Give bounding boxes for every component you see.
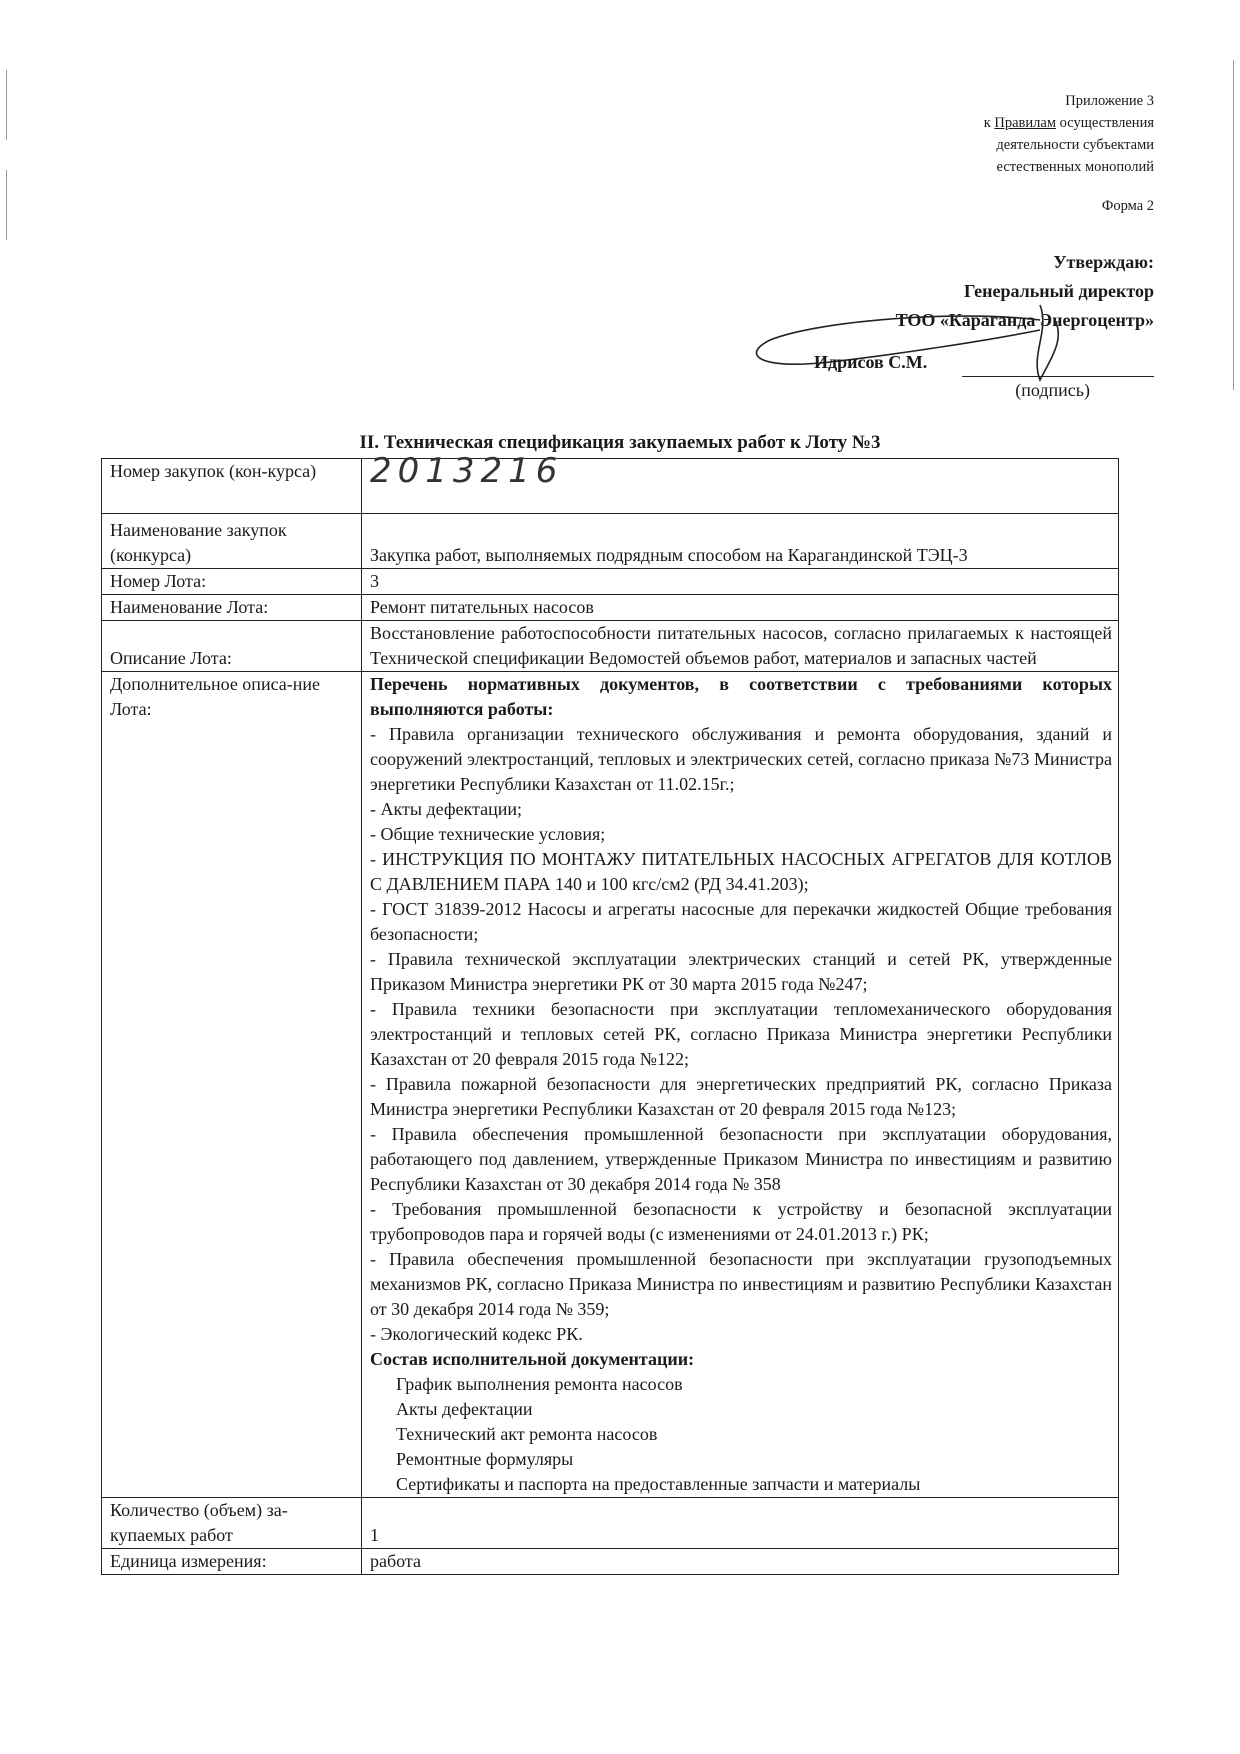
executive-doc-item: Технический акт ремонта насосов: [396, 1424, 658, 1444]
unit-value: работа: [362, 1549, 1119, 1575]
specification-table: [101, 451, 1119, 1575]
table-row: [102, 595, 1119, 621]
quantity-label: Количество (объем) за-купаемых работ: [102, 1498, 362, 1549]
normative-item: - ИНСТРУКЦИЯ ПО МОНТАЖУ ПИТАТЕЛЬНЫХ НАСОСНЫХ АГРЕГАТОВ ДЛЯ КОТЛОВ С ДАВЛЕНИЕМ ПАРА 140 и 100 кгс/см2 (РД 34.41.203);: [370, 849, 1112, 894]
scan-edge-mark: [6, 170, 7, 240]
normative-item: - Экологический кодекс РК.: [370, 1324, 583, 1344]
table-row: [102, 1498, 1119, 1549]
signer-name: Идрисов С.М.: [814, 352, 928, 372]
scan-edge-mark: [6, 70, 7, 140]
approval-position: Генеральный директор: [964, 281, 1154, 301]
executive-doc-item: График выполнения ремонта насосов: [396, 1374, 683, 1394]
additional-description-label: Дополнительное описа-ние Лота:: [102, 672, 362, 1498]
executive-docs-heading: Состав исполнительной документации:: [370, 1349, 695, 1369]
table-row: [102, 1549, 1119, 1575]
lot-name-label: Наименование Лота:: [102, 595, 362, 621]
table-row: [102, 621, 1119, 672]
procurement-number-label: Номер закупок (кон-курса): [102, 459, 362, 514]
appendix-line-1: Приложение 3: [1065, 93, 1154, 109]
quantity-value: 1: [362, 1498, 1119, 1549]
normative-item: - Правила пожарной безопасности для энергетических предприятий РК, согласно Приказа Министра энергетики Республики Казахстан от 20 февраля 2015 года №123;: [370, 1074, 1112, 1119]
lot-number-value: 3: [362, 569, 1119, 595]
rules-link: Правилам: [994, 115, 1057, 131]
normative-docs-heading: Перечень нормативных документов, в соответствии с требованиями которых выполняются работы:: [370, 674, 1112, 719]
signature-row: [814, 352, 1154, 382]
lot-number-label: Номер Лота:: [102, 569, 362, 595]
signature-caption: (подпись): [1015, 380, 1090, 400]
lot-description-label: Описание Лота:: [102, 621, 362, 672]
executive-doc-item: Акты дефектации: [396, 1399, 533, 1419]
section-title: II. Техническая спецификация закупаемых работ к Лоту №3: [359, 432, 881, 453]
lot-description-value: Восстановление работоспособности питательных насосов, согласно прилагаемых к настоящей Технической спецификации Ведомостей объемов работ, материалов и запасных частей: [362, 621, 1119, 672]
lot-name-value: Ремонт питательных насосов: [362, 595, 1119, 621]
normative-item: - Общие технические условия;: [370, 824, 606, 844]
normative-item: - Правила техники безопасности при эксплуатации тепломеханического оборудования электростанций и тепловых сетей РК, согласно Приказа Министра энергетики Республики Казахстан от 20 февраля 2015 года №122;: [370, 999, 1112, 1069]
procurement-number-value: 2013216: [362, 459, 1119, 514]
approval-heading: Утверждаю:: [1053, 252, 1154, 272]
normative-item: - Правила обеспечения промышленной безопасности при эксплуатации оборудования, работающего под давлением, утвержденные Приказом Министра по инвестициям и развитию Республики Казахстан от 30 декабря 2014 года № 358: [370, 1124, 1112, 1194]
appendix-suffix: осуществления: [1056, 115, 1154, 131]
executive-doc-item: Ремонтные формуляры: [396, 1449, 574, 1469]
normative-item: - Правила обеспечения промышленной безопасности при эксплуатации грузоподъемных механизмов РК, согласно Приказа Министра по инвестициям и развитию Республики Казахстан от 30 декабря 2014 года № 359;: [370, 1249, 1112, 1319]
table-row: [102, 672, 1119, 1498]
appendix-reference: [984, 90, 1154, 178]
table-row: [102, 514, 1119, 569]
normative-item: - Требования промышленной безопасности к устройству и безопасной эксплуатации трубопроводов пара и горячей воды (с изменениями от 24.01.2013 г.) РК;: [370, 1199, 1112, 1244]
scan-edge-mark: [1233, 60, 1234, 390]
normative-item: - ГОСТ 31839-2012 Насосы и агрегаты насосные для перекачки жидкостей Общие требования безопасности;: [370, 899, 1112, 944]
table-row: [102, 459, 1119, 514]
unit-label: Единица измерения:: [102, 1549, 362, 1575]
appendix-line-2: [984, 112, 1154, 134]
normative-item: - Правила организации технического обслуживания и ремонта оборудования, зданий и сооружений электростанций, тепловых и электрических сетей, согласно приказа №73 Министра энергетики Республики Казахстан от 11.02.15г.;: [370, 724, 1112, 794]
form-number: Форма 2: [1101, 198, 1154, 214]
normative-item: - Акты дефектации;: [370, 799, 522, 819]
procurement-name-value: Закупка работ, выполняемых подрядным способом на Карагандинской ТЭЦ-3: [362, 514, 1119, 569]
normative-item: - Правила технической эксплуатации электрических станций и сетей РК, утвержденные Приказом Министра энергетики РК от 30 марта 2015 года №247;: [370, 949, 1112, 994]
additional-description-value: [362, 672, 1119, 1498]
approval-company: ТОО «Караганда Энергоцентр»: [895, 310, 1154, 330]
appendix-line-4: естественных монополий: [996, 159, 1154, 175]
signature-line: [962, 376, 1154, 377]
appendix-line-3: деятельности субъектами: [996, 137, 1154, 153]
appendix-prefix: к: [983, 115, 995, 131]
table-row: [102, 569, 1119, 595]
procurement-name-label: Наименование закупок (конкурса): [102, 514, 362, 569]
executive-doc-item: Сертификаты и паспорта на предоставленные запчасти и материалы: [396, 1474, 921, 1494]
